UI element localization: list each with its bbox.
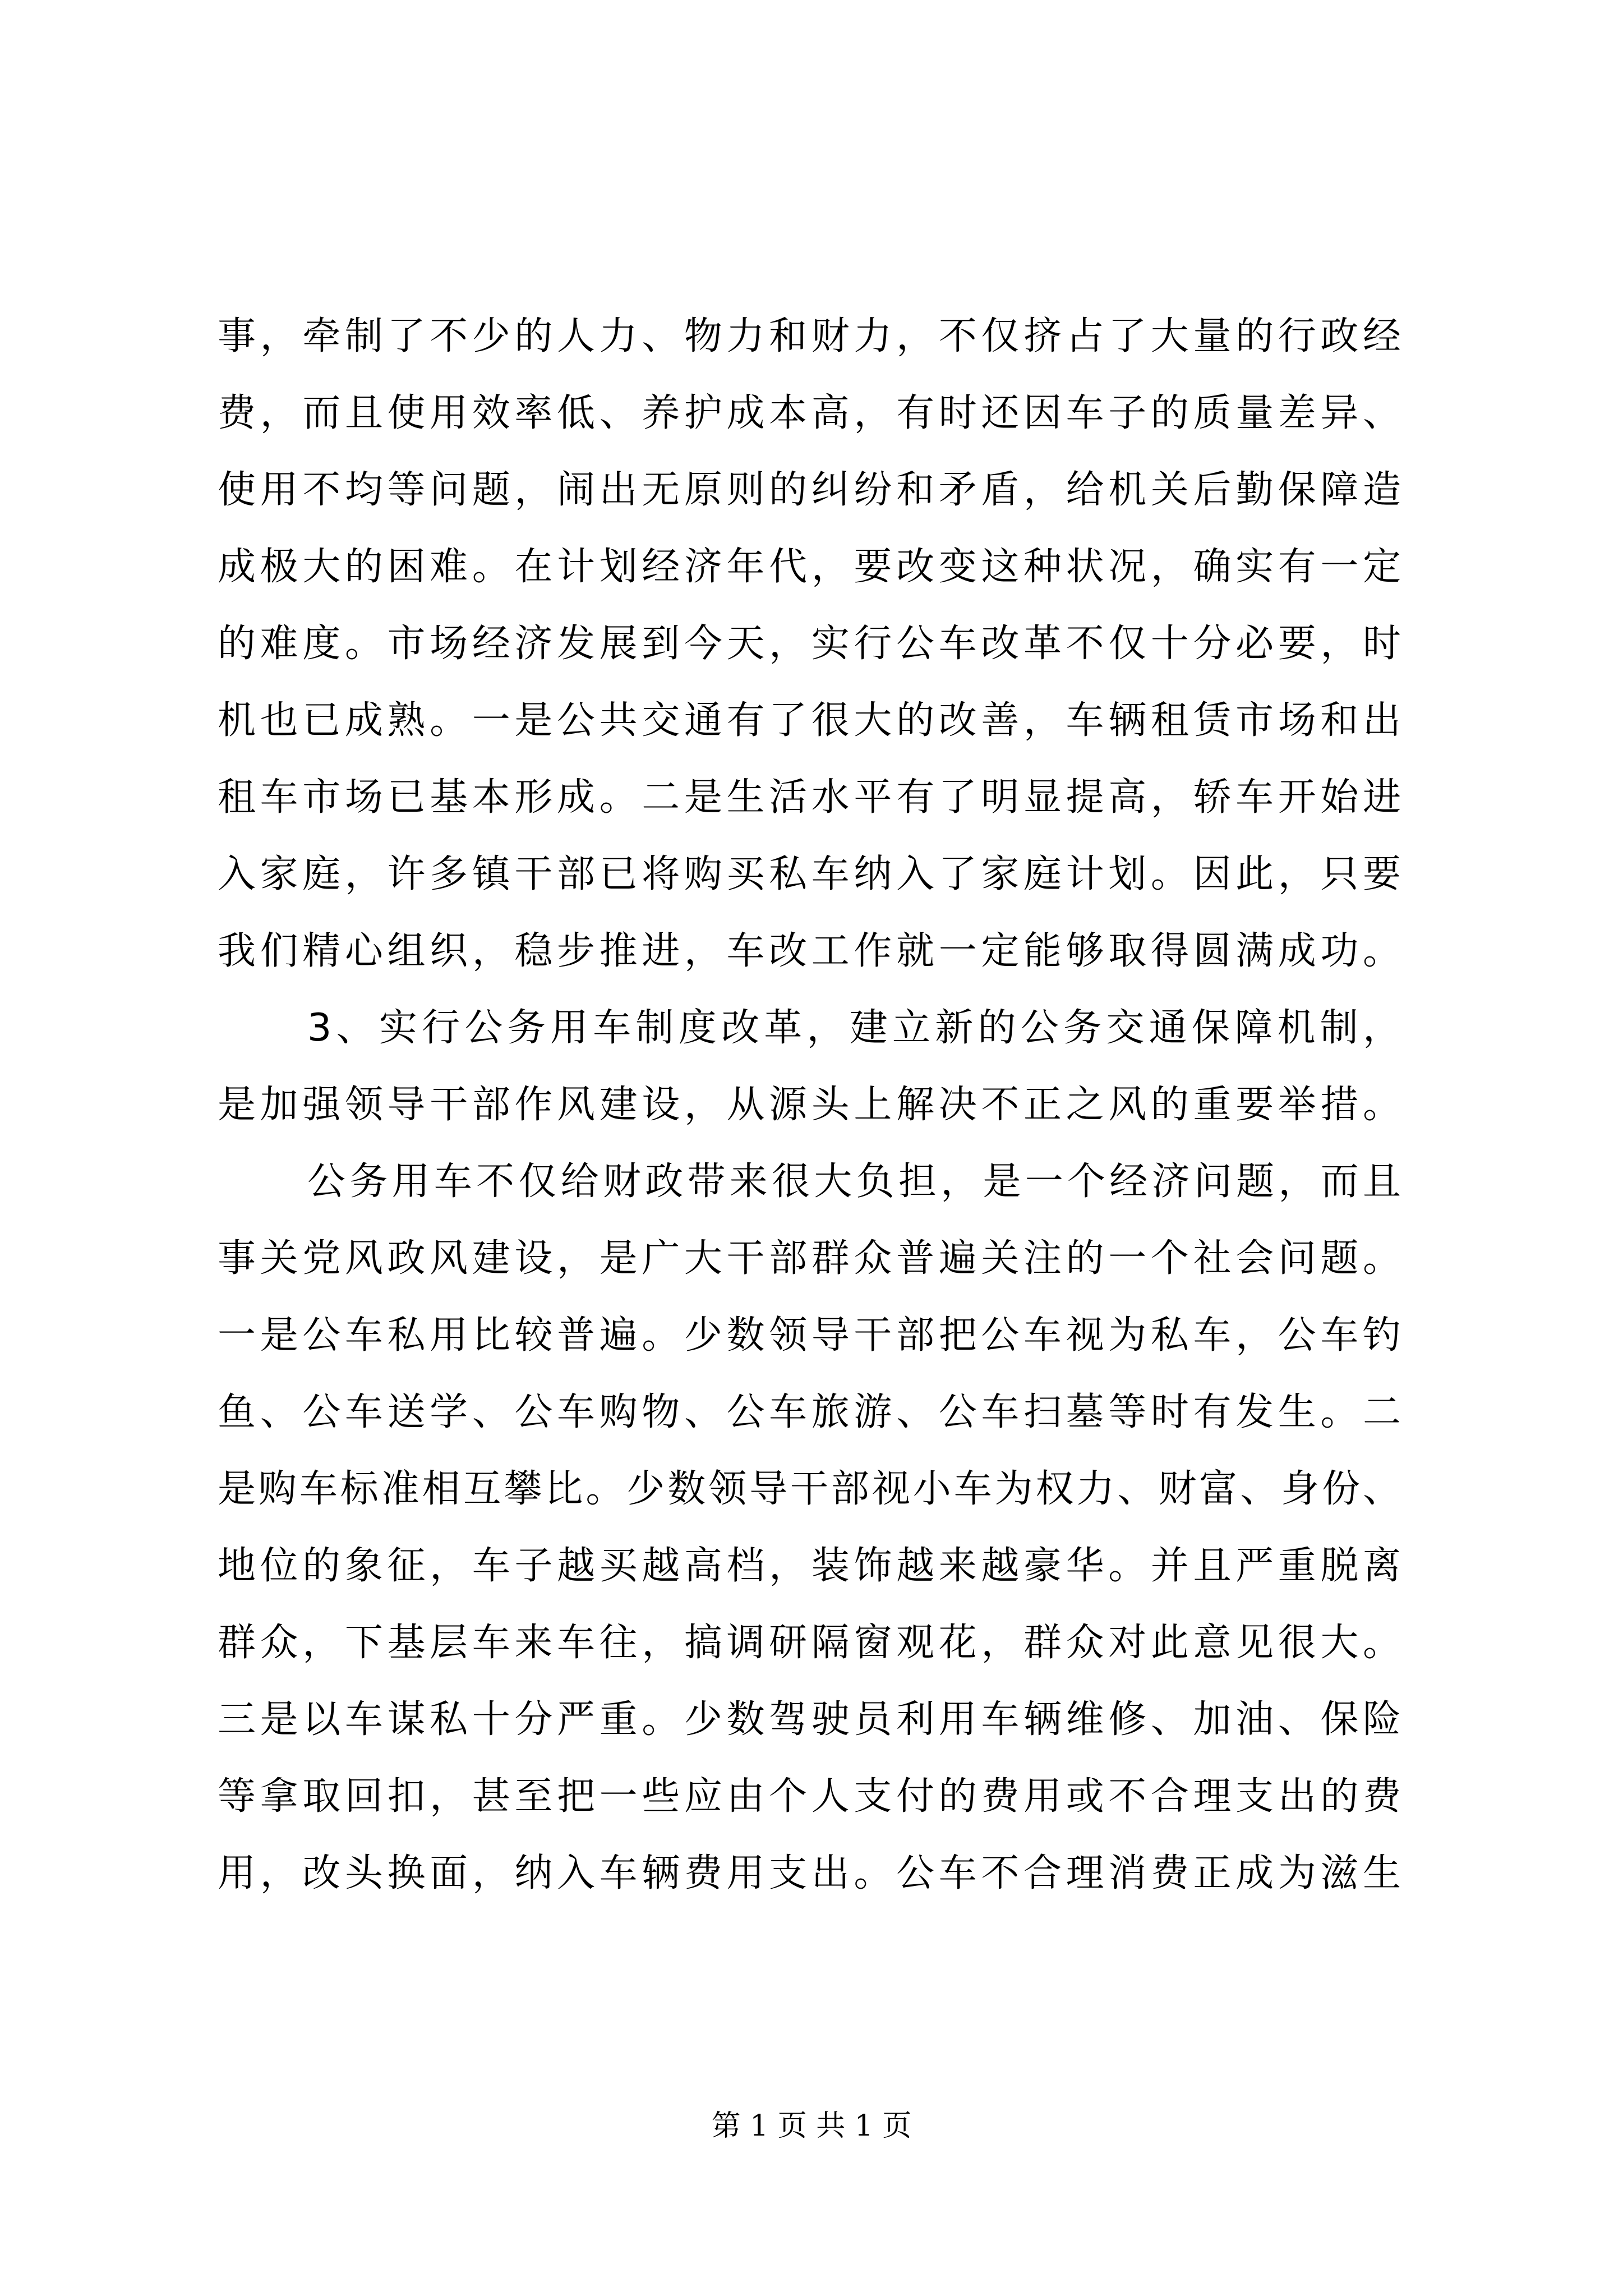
text-line: 机也已成熟。一是公共交通有了很大的改善，车辆租赁市场和出 xyxy=(218,698,1401,743)
text-line: 租车市场已基本形成。二是生活水平有了明显提高，轿车开始进 xyxy=(218,775,1401,820)
text-line: 一是公车私用比较普遍。少数领导干部把公车视为私车，公车钓 xyxy=(218,1313,1401,1358)
text-line: 等拿取回扣，甚至把一些应由个人支付的费用或不合理支出的费 xyxy=(218,1774,1401,1819)
text-line: 地位的象征，车子越买越高档，装饰越来越豪华。并且严重脱离 xyxy=(218,1544,1401,1588)
text-line: 群众，下基层车来车往，搞调研隔窗观花，群众对此意见很大。 xyxy=(218,1621,1401,1665)
text-line: 使用不均等问题，闹出无原则的纠纷和矛盾，给机关后勤保障造 xyxy=(218,468,1401,512)
text-line: 入家庭，许多镇干部已将购买私车纳入了家庭计划。因此，只要 xyxy=(218,852,1401,896)
text-line: 鱼、公车送学、公车购物、公车旅游、公车扫墓等时有发生。二 xyxy=(218,1390,1401,1434)
text-line: 事关党风政风建设，是广大干部群众普遍关注的一个社会问题。 xyxy=(218,1236,1401,1281)
paragraph-start-line: 公务用车不仅给财政带来很大负担，是一个经济问题，而且 xyxy=(307,1159,1401,1204)
text-line: 三是以车谋私十分严重。少数驾驶员利用车辆维修、加油、保险 xyxy=(218,1697,1401,1742)
text-line: 是购车标准相互攀比。少数领导干部视小车为权力、财富、身份、 xyxy=(218,1467,1401,1511)
section-heading-line: 3、实行公务用车制度改革，建立新的公务交通保障机制， xyxy=(307,1006,1401,1050)
text-line: 用，改头换面，纳入车辆费用支出。公车不合理消费正成为滋生 xyxy=(218,1851,1401,1895)
text-line: 费，而且使用效率低、养护成本高，有时还因车子的质量差异、 xyxy=(218,391,1401,435)
page-footer: 第 1 页 共 1 页 xyxy=(711,2109,912,2143)
section-heading-line: 是加强领导干部作风建设，从源头上解决不正之风的重要举措。 xyxy=(218,1083,1401,1127)
text-line: 成极大的困难。在计划经济年代，要改变这种状况，确实有一定 xyxy=(218,545,1401,589)
text-line: 的难度。市场经济发展到今天，实行公车改革不仅十分必要，时 xyxy=(218,622,1401,666)
text-line: 事，牵制了不少的人力、物力和财力，不仅挤占了大量的行政经 xyxy=(218,314,1401,358)
text-line: 我们精心组织，稳步推进，车改工作就一定能够取得圆满成功。 xyxy=(218,929,1401,973)
